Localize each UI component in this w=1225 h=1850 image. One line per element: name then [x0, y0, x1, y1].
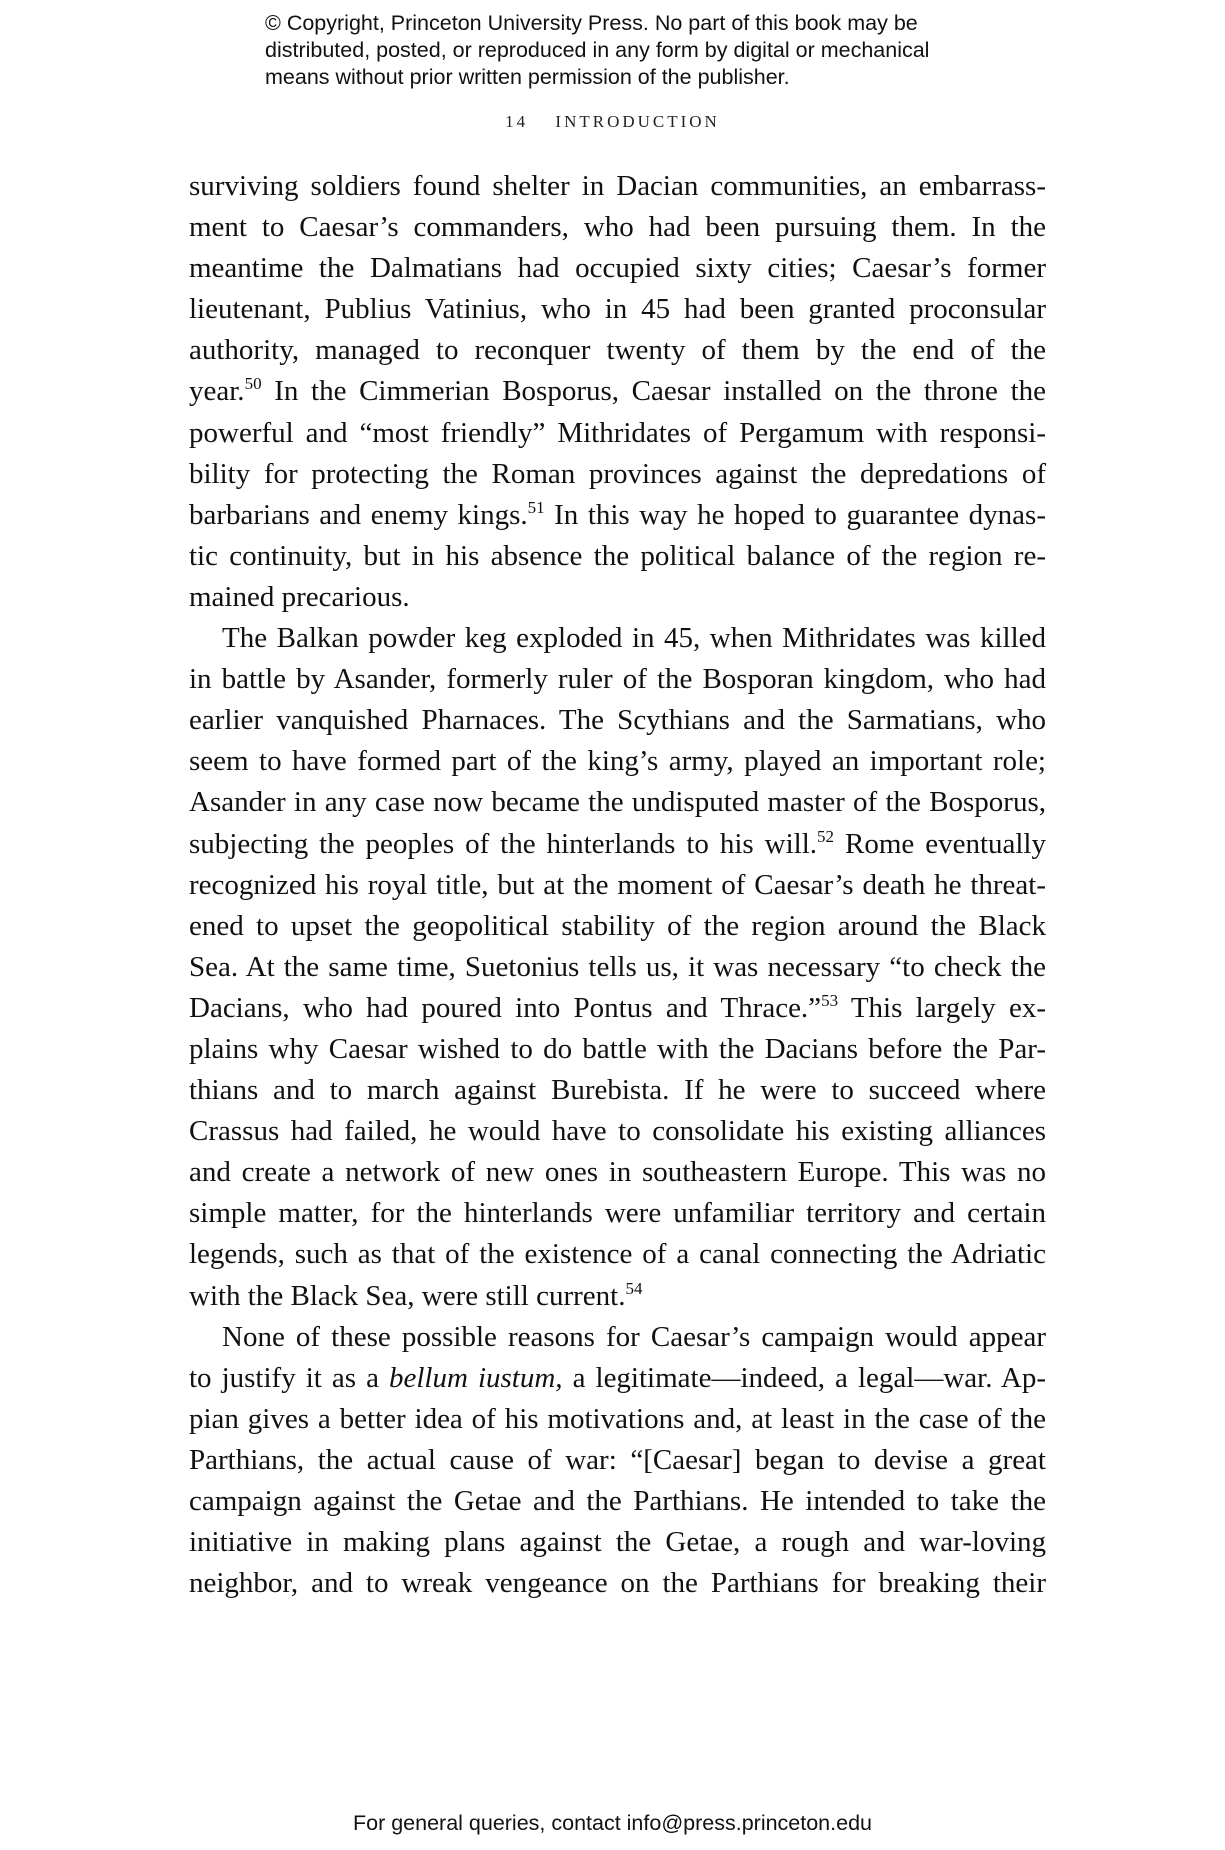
text-line: authority, managed to reconquer twenty of them by the end of the — [189, 334, 1046, 367]
text-line: initiative in making plans against the Getae, a rough and war-loving — [189, 1526, 1046, 1559]
text-line: subjecting the peoples of the hinterlands to his will.$^{52}$ Rome eventually — [189, 826, 1046, 860]
text-line: with the Black Sea, were still current.$^{54}$ — [189, 1278, 643, 1312]
footnote-ref-50[interactable]: 50 — [244, 374, 262, 394]
text-line: to justify it as a bellum iustum, a legitimate—indeed, a legal—war. Ap- — [189, 1361, 1046, 1394]
text-line: ened to upset the geopolitical stability of the region around the Black — [189, 909, 1046, 942]
text-line: pian gives a better idea of his motivations and, at least in the case of the — [189, 1402, 1046, 1435]
text-line: campaign against the Getae and the Parthians. He intended to take the — [189, 1485, 1046, 1517]
text-line: meantime the Dalmatians had occupied sixty cities; Caesar’s former — [189, 252, 1046, 285]
text-line: surviving soldiers found shelter in Dacian communities, an embarrass- — [189, 170, 1046, 202]
footnote-ref-53[interactable]: 53 — [821, 990, 839, 1010]
copyright-line: © Copyright, Princeton University Press. No part of this book may be — [265, 11, 918, 35]
text-line: legends, such as that of the existence of a canal connecting the Adriatic — [189, 1238, 1046, 1271]
text-line: plains why Caesar wished to do battle with the Dacians before the Par- — [189, 1032, 1046, 1065]
text-line: seem to have formed part of the king’s army, played an important role; — [189, 745, 1046, 778]
text-line: earlier vanquished Pharnaces. The Scythians and the Sarmatians, who — [189, 704, 1046, 737]
text-line: Asander in any case now became the undisputed master of the Bosporus, — [189, 786, 1046, 819]
running-head — [0, 112, 1225, 132]
text-line: year.$^{50}$ In the Cimmerian Bosporus, Caesar installed on the throne the — [189, 374, 1046, 408]
text-line: Parthians, the actual cause of war: “[Caesar] began to devise a great — [189, 1443, 1046, 1476]
copyright-line: distributed, posted, or reproduced in any form by digital or mechanical — [265, 38, 930, 62]
text-line: and create a network of new ones in southeastern Europe. This was no — [189, 1156, 1046, 1189]
text-line: powerful and “most friendly” Mithridates of Pergamum with responsi- — [189, 416, 1046, 449]
page-number: 14 — [505, 112, 529, 131]
text-line: recognized his royal title, but at the moment of Caesar’s death he threat- — [189, 868, 1046, 901]
text-line: bility for protecting the Roman provinces against the depredations of — [189, 457, 1046, 490]
text-line: The Balkan powder keg exploded in 45, when Mithridates was killed — [222, 622, 1046, 655]
copyright-line: means without prior written permission of the publisher. — [265, 65, 790, 89]
text-line: ment to Caesar’s commanders, who had been pursuing them. In the — [189, 211, 1046, 244]
text-line: thians and to march against Burebista. If he were to succeed where — [189, 1074, 1046, 1107]
text-line: lieutenant, Publius Vatinius, who in 45 had been granted proconsular — [189, 293, 1046, 326]
text-line: neighbor, and to wreak vengeance on the Parthians for breaking their — [189, 1567, 1046, 1600]
copyright-notice — [265, 10, 1025, 91]
section-title: INTRODUCTION — [555, 112, 720, 131]
text-line: Dacians, who had poured into Pontus and Thrace.”$^{53}$ This largely ex- — [189, 990, 1046, 1024]
text-line: Sea. At the same time, Suetonius tells us, it was necessary “to check the — [189, 950, 1046, 983]
text-line: mained precarious. — [189, 580, 410, 613]
footnote-ref-54[interactable]: 54 — [625, 1278, 643, 1298]
text-line: simple matter, for the hinterlands were unfamiliar territory and certain — [189, 1197, 1046, 1230]
italic-term: bellum iustum, — [389, 1361, 563, 1394]
footer-contact: For general queries, contact info@press.princeton.edu — [352, 1811, 872, 1835]
text-line: barbarians and enemy kings.$^{51}$ In this way he hoped to guarantee dynas- — [189, 497, 1046, 531]
text-line: tic continuity, but in his absence the political balance of the region re- — [189, 539, 1046, 572]
text-line: in battle by Asander, formerly ruler of the Bosporan kingdom, who had — [189, 663, 1046, 696]
footnote-ref-52[interactable]: 52 — [817, 826, 835, 846]
text-line: None of these possible reasons for Caesar’s campaign would appear — [222, 1320, 1046, 1353]
text-line: Crassus had failed, he would have to consolidate his existing alliances — [189, 1115, 1046, 1148]
body-text — [189, 166, 1046, 1604]
footnote-ref-51[interactable]: 51 — [527, 497, 545, 517]
